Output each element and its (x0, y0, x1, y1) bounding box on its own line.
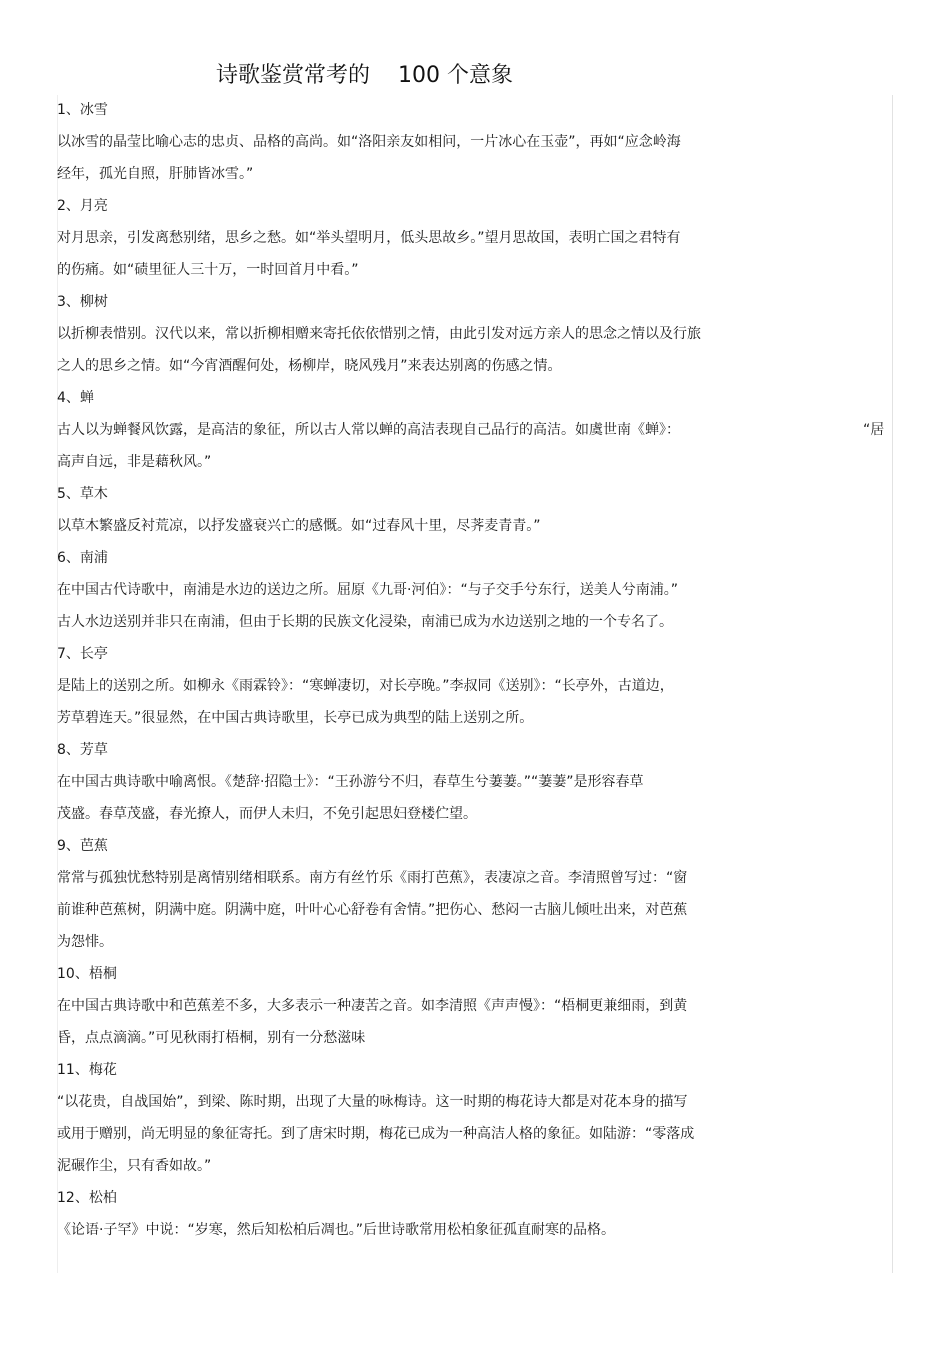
section-pavilion (57, 638, 892, 734)
paragraph-line: 的伤痛。如“碛里征人三十万，一时回首月中看。” (57, 262, 359, 278)
paragraph-line: 在中国古典诗歌中和芭蕉差不多，大多表示一种凄苦之音。如李清照《声声慢》：“梧桐更兼细雨，到黄 (57, 998, 688, 1014)
section-pine-cypress (57, 1182, 892, 1246)
section-parasol (57, 958, 892, 1054)
paragraph-line: 之人的思乡之情。如“今宵酒醒何处，杨柳岸，晓风残月”来表达别离的伤感之情。 (57, 358, 562, 374)
section-heading: 1、冰雪 (57, 102, 108, 118)
paragraph-line: 泥碾作尘，只有香如故。” (57, 1158, 212, 1174)
paragraph-line: “以花贵，自战国始”，到梁、陈时期，出现了大量的咏梅诗。这一时期的梅花诗大都是对花本身的描写 (57, 1094, 688, 1110)
paragraph-line: 常常与孤独忧愁特别是离情别绪相联系。南方有丝竹乐《雨打芭蕉》，表凄凉之音。李清照曾写过：“窗 (57, 870, 688, 886)
section-fragrant-grass (57, 734, 892, 830)
paragraph-line: 以冰雪的晶莹比喻心志的忠贞、品格的高尚。如“洛阳亲友如相问，一片冰心在玉壶”，再如“应念岭海 (57, 134, 681, 150)
paragraph-line: 昏，点点滴滴。”可见秋雨打梧桐，别有一分愁滋味 (57, 1030, 366, 1046)
section-ice-snow (57, 94, 892, 190)
section-moon (57, 190, 892, 286)
paragraph-line: 为怨悱。 (57, 934, 113, 950)
section-nanpu (57, 542, 892, 638)
section-grass-trees (57, 478, 892, 542)
section-plum (57, 1054, 892, 1182)
paragraph-line-main: 古人以为蝉餐风饮露，是高洁的象征，所以古人常以蝉的高洁表现自己品行的高洁。如虞世南《蝉》： (57, 422, 680, 438)
section-heading: 2、月亮 (57, 198, 108, 214)
document-body (57, 94, 892, 1246)
paragraph-line: 或用于赠别，尚无明显的象征寄托。到了唐宋时期，梅花已成为一种高洁人格的象征。如陆游：“零落成 (57, 1126, 695, 1142)
paragraph-line: 古人水边送别并非只在南浦，但由于长期的民族文化浸染，南浦已成为水边送别之地的一个专名了。 (57, 614, 673, 630)
paragraph-line: 茂盛。春草茂盛，春光撩人，而伊人未归，不免引起思妇登楼伫望。 (57, 806, 477, 822)
paragraph-line: 高声自远，非是藉秋风。” (57, 454, 212, 470)
section-heading: 9、芭蕉 (57, 838, 108, 854)
paragraph-line-tail: “居 (863, 422, 885, 438)
section-banana (57, 830, 892, 958)
paragraph-line: 在中国古代诗歌中，南浦是水边的送边之所。屈原《九哥·河伯》：“与子交手兮东行，送美人兮南浦。” (57, 582, 678, 598)
section-heading: 11、梅花 (57, 1062, 117, 1078)
section-cicada (57, 382, 892, 478)
paragraph-line: 以草木繁盛反衬荒凉，以抒发盛衰兴亡的感慨。如“过春风十里，尽荠麦青青。” (57, 518, 541, 534)
section-heading: 8、芳草 (57, 742, 108, 758)
paragraph-line: 芳草碧连天。”很显然，在中国古典诗歌里，长亭已成为典型的陆上送别之所。 (57, 710, 534, 726)
section-heading: 3、柳树 (57, 294, 108, 310)
section-heading: 5、草木 (57, 486, 108, 502)
document-title: 诗歌鉴赏常考的 100 个意象 (216, 63, 513, 88)
paragraph-line (57, 414, 892, 446)
paragraph-line: 经年，孤光自照，肝肺皆冰雪。” (57, 166, 254, 182)
paragraph-line: 是陆上的送别之所。如柳永《雨霖铃》：“寒蝉凄切，对长亭晚。”李叔同《送别》：“长亭外，古道边， (57, 678, 674, 694)
paragraph-line: 前谁种芭蕉树，阴满中庭。阴满中庭，叶叶心心舒卷有舍情。”把伤心、愁闷一古脑儿倾吐出来，对芭蕉 (57, 902, 688, 918)
section-willow (57, 286, 892, 382)
paragraph-line: 《论语·子罕》中说：“岁寒，然后知松柏后凋也。”后世诗歌常用松柏象征孤直耐寒的品格。 (57, 1222, 615, 1238)
section-heading: 10、梧桐 (57, 966, 117, 982)
paragraph-line: 以折柳表惜别。汉代以来，常以折柳相赠来寄托依依惜别之情，由此引发对远方亲人的思念之情以及行旅 (57, 326, 701, 342)
section-heading: 6、南浦 (57, 550, 108, 566)
paragraph-line: 对月思亲，引发离愁别绪，思乡之愁。如“举头望明月，低头思故乡。”望月思故国，表明亡国之君特有 (57, 230, 681, 246)
page-border-right (892, 95, 893, 1273)
section-heading: 4、蝉 (57, 390, 94, 406)
section-heading: 7、长亭 (57, 646, 108, 662)
section-heading: 12、松柏 (57, 1190, 117, 1206)
paragraph-line: 在中国古典诗歌中喻离恨。《楚辞·招隐士》：“王孙游兮不归，春草生兮萋萋。”“萋萋”是形容春草 (57, 774, 644, 790)
